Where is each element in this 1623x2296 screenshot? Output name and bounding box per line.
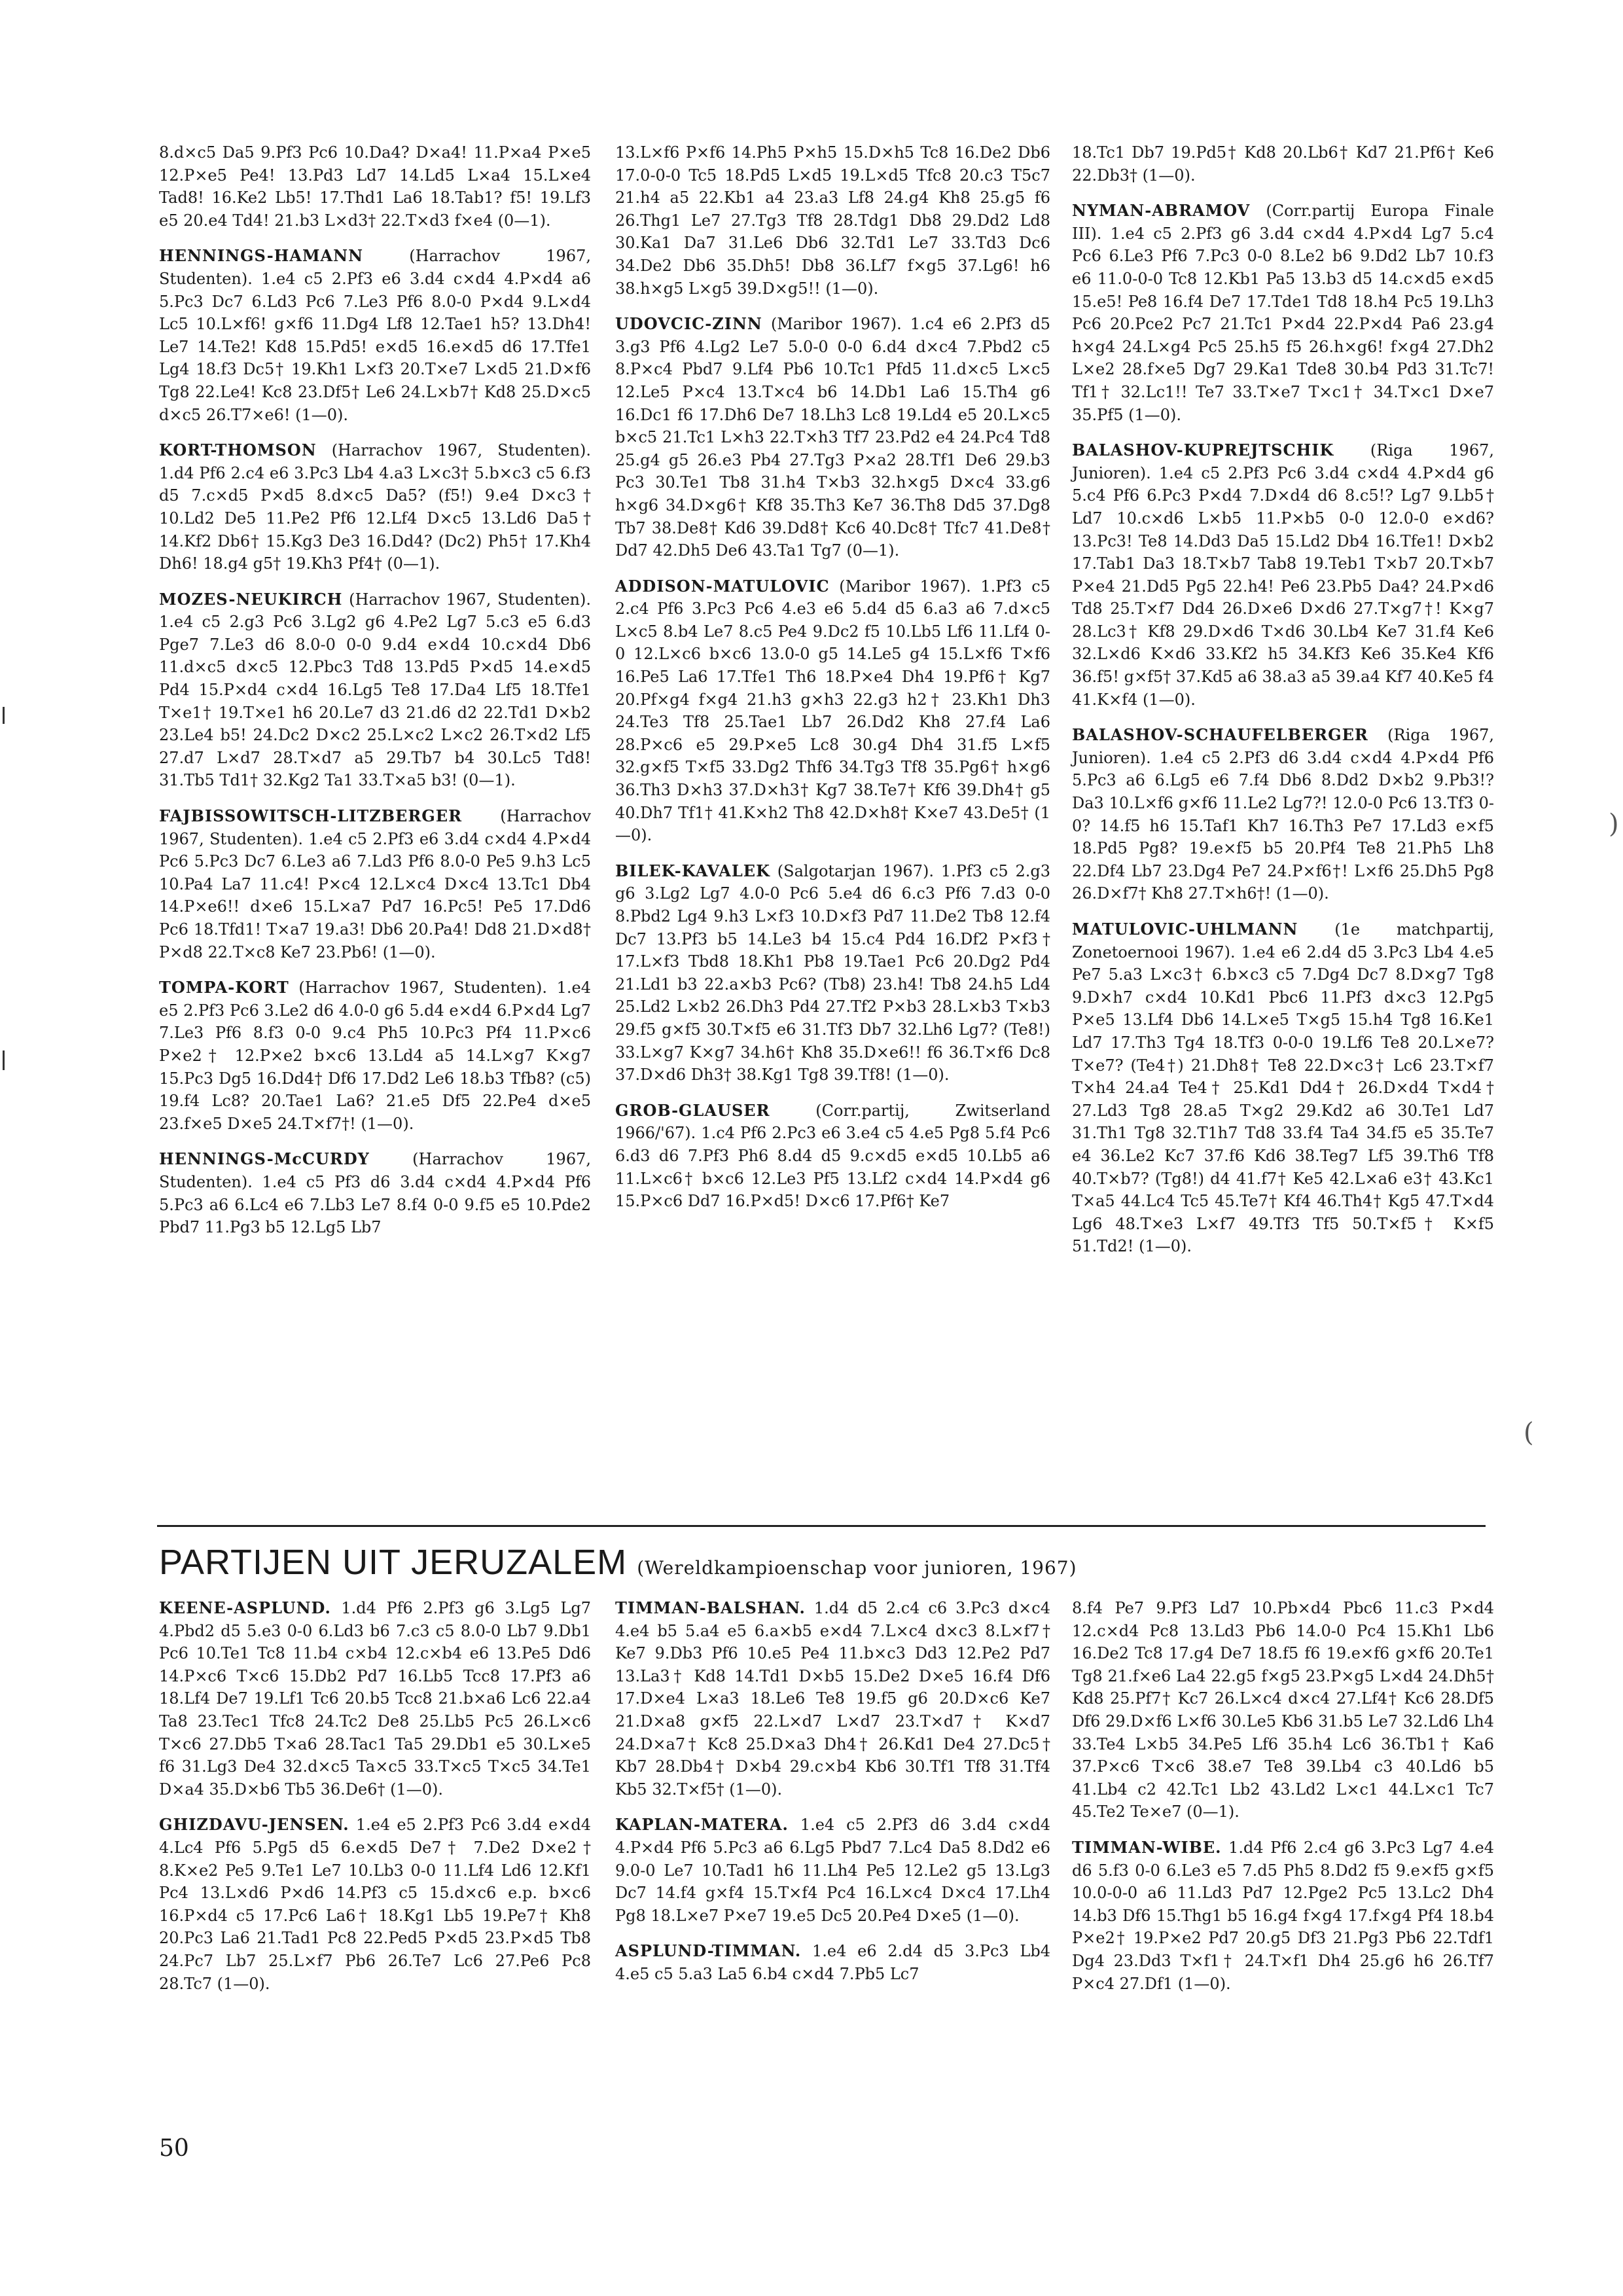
page-number: 50 — [159, 2135, 189, 2162]
top-column-2 — [615, 141, 1050, 1226]
game-paragraph — [615, 860, 1050, 1086]
game-players: BALASHOV-SCHAUFELBERGER — [1072, 725, 1368, 745]
game-players: KEENE-ASPLUND. — [159, 1598, 331, 1617]
game-players: BALASHOV-KUPREJTSCHIK — [1072, 440, 1334, 460]
game-players: MATULOVIC-UHLMANN — [1072, 920, 1298, 939]
game-paragraph — [1072, 200, 1494, 426]
game-record — [159, 439, 591, 575]
game-record — [159, 1597, 591, 1801]
game-record — [615, 1597, 1050, 1801]
game-moves: (Corr.partij Europa Finale III). 1.e4 c5 2.Pf3 g6 3.d4 c×d4 4.P×d4 Lg7 5.c4 Pc6 6.Le3 Pf6 7.Pc3 0-0 8.Le2 b6 9.Dd2 Lb7 10.f3 e6 11.0-0-0 Tc8 12.Kb1 Pa5 13.b3 d5 14.c×d5 e×d5 15.e5! Pe8 16.f4 De7 17.Tde1 Td8 18.h4 Pc5 19.Lh3 Pc6 20.Pce2 Pc7 21.Tc1 P×d4 22.P×d4 Pa6 23.g4 h×g4 24.L×g4 Pc5 25.h5 f5 26.h×g6! f×g4 27.Dh2 L×e2 28.f×e5 Dg7 29.Ka1 Tde8 30.b4 Pd3 31.Tc7! Tf1† 32.Lc1!! Te7 33.T×e7 T×c1† 34.T×c1 D×e7 35.Pf5 (1—0). — [1072, 202, 1494, 424]
game-moves: (Riga 1967, Junioren). 1.e4 c5 2.Pf3 d6 3.d4 c×d4 4.P×d4 Pf6 5.Pc3 a6 6.Lg5 e6 7.f4 Db6 8.Dd2 D×b2 9.Pb3!? Da3 10.L×f6 g×f6 11.Le2 Lg7?! 12.0-0 Pc6 13.Tf3 0-0? 14.f5 h6 15.Taf1 Kh7 16.Th3 Pe7 17.Ld3 e×f5 18.Pd5 Pg8? 19.e×f5 b5 20.Pf4 Te8 21.Ph5 Lh8 22.Df4 Lb7 23.Dg4 Pe7 24.P×f6†! L×f6 25.Dh5 Pg8 26.D×f7† Kh8 27.T×h6†! (1—0). — [1072, 726, 1494, 903]
game-paragraph — [159, 1597, 591, 1801]
game-paragraph — [159, 439, 591, 575]
game-record — [159, 1148, 591, 1238]
game-moves: 1.e4 c5 2.Pf3 d6 3.d4 c×d4 4.P×d4 Pf6 5.Pc3 a6 6.Lg5 Pbd7 7.Lc4 Da5 8.Dd2 e6 9.0-0 Le7 10.Tad1 h6 11.Lh4 Pe5 12.Le2 g5 13.Lg3 Dc7 14.f4 g×f4 15.T×f4 Pc4 16.L×c4 D×c4 17.Lh4 Pg8 18.L×e7 P×e7 19.e5 Dc5 20.Pe4 D×e5 (1—0). — [615, 1816, 1050, 1925]
top-column-1 — [159, 141, 591, 1252]
game-paragraph — [615, 141, 1050, 300]
game-paragraph — [1072, 141, 1494, 187]
game-players: TOMPA-KORT — [159, 978, 289, 997]
game-record — [1072, 200, 1494, 426]
game-moves: (Harrachov 1967, Studenten). 1.d4 Pf6 2.c4 e6 3.Pc3 Lb4 4.a3 L×c3† 5.b×c3 c5 6.f3 d5 7.c×d5 P×d5 8.d×c5 Da5? (f5!) 9.e4 D×c3† 10.Ld2 De5 11.Pe2 Pf6 12.Lf4 D×c5 13.Ld6 Da5† 14.Kf2 Db6† 15.Kg3 De3 16.Dd4? (Dc2) Ph5† 17.Kh4 Dh6! 18.g4 g5† 19.Kh3 Pf4† (0—1). — [159, 441, 591, 573]
game-moves: 1.d4 d5 2.c4 c6 3.Pc3 d×c4 4.e4 b5 5.a4 e5 6.a×b5 e×d4 7.L×c4 d×c3 8.L×f7† Ke7 9.Db3 Pf6 10.e5 Pe4 11.b×c3 Dd3 12.Pe2 Pd7 13.La3† Kd8 14.Td1 D×b5 15.De2 D×e5 16.f4 Df6 17.D×e4 L×a3 18.Le6 Te8 19.f5 g6 20.D×c6 Ke7 21.D×a8 g×f5 22.L×d7 L×d7 23.T×d7† K×d7 24.D×a7† Kc8 25.D×a3 Dh4† 26.Kd1 De4 27.Dc5† Kb7 28.Db4† D×b4 29.c×b4 Kb6 30.Tf1 Tf8 31.Tf4 Kb5 32.T×f5† (1—0). — [615, 1599, 1050, 1799]
game-moves: 1.e4 e5 2.Pf3 Pc6 3.d4 e×d4 4.Lc4 Pf6 5.Pg5 d5 6.e×d5 De7† 7.De2 D×e2† 8.K×e2 Pe5 9.Te1 Le7 10.Lb3 0-0 11.Lf4 Ld6 12.Kf1 Pc4 13.L×d6 P×d6 14.Pf3 c5 15.d×c6 e.p. b×c6 16.P×d4 c5 17.Pc6 La6† 18.Kg1 Lb5 19.Pe7† Kh8 20.Pc3 La6 21.Tad1 Pc8 22.Ped5 P×d5 23.P×d5 Tb8 24.Pc7 Lb7 25.L×f7 Pb6 26.Te7 Lc6 27.Pe6 Pc8 28.Tc7 (1—0). — [159, 1816, 591, 1993]
game-moves: 1.d4 Pf6 2.c4 g6 3.Pc3 Lg7 4.e4 d6 5.f3 0-0 6.Le3 e5 7.d5 Ph5 8.Dd2 f5 9.e×f5 g×f5 10.0-0-0 a6 11.Ld3 Pd7 12.Pge2 Pc5 13.Lc2 Dh4 14.b3 Df6 15.Thg1 b5 16.g4 f×g4 17.f×g4 Pf4 18.b4 P×e2† 19.P×e2 Pd7 20.g5 Df3 21.Pg3 Pb6 22.Tdf1 Dg4 23.Dd3 T×f1† 24.T×f1 Dh4 25.g6 h6 26.Tf7 P×c4 27.Df1 (1—0). — [1072, 1838, 1494, 1993]
game-record — [1072, 439, 1494, 711]
game-paragraph — [615, 313, 1050, 562]
game-players: MOZES-NEUKIRCH — [159, 589, 343, 609]
game-players: HENNINGS-HAMANN — [159, 246, 364, 266]
game-players: BILEK-KAVALEK — [615, 861, 770, 880]
game-record — [615, 1100, 1050, 1213]
game-paragraph — [159, 588, 591, 792]
game-players: ADDISON-MATULOVIC — [615, 576, 830, 596]
game-paragraph — [159, 977, 591, 1135]
game-record — [615, 1940, 1050, 1985]
game-paragraph — [159, 141, 591, 232]
game-moves: 18.Tc1 Db7 19.Pd5† Kd8 20.Lb6† Kd7 21.Pf6† Ke6 22.Db3† (1—0). — [1072, 143, 1494, 185]
game-moves: (Salgotarjan 1967). 1.Pf3 c5 2.g3 g6 3.Lg2 Lg7 4.0-0 Pc6 5.e4 d6 6.c3 Pf6 7.d3 0-0 8.Pbd2 Lg4 9.h3 L×f3 10.D×f3 Pd7 11.De2 Tb8 12.f4 Dc7 13.Pf3 b5 14.Le3 b4 15.c4 Pd4 16.Df2 P×f3† 17.L×f3 Tbd8 18.Kh1 Pb8 19.Tae1 Pc6 20.Dg2 Pd4 21.Ld1 b3 22.a×b3 Pc6? (Tb8) 23.h4! Tb8 24.h5 Ld4 25.Ld2 L×b2 26.Dh3 Pd4 27.Tf2 P×b3 28.L×b3 T×b3 29.f5 g×f5 30.T×f5 e6 31.Tf3 Db7 32.Lh6 Lg7? (Te8!) 33.L×g7 K×g7 34.h6† Kh8 35.D×e6!! f6 36.T×f6 Dc8 37.D×d6 Dh3† 38.Kg1 Tg8 39.Tf8! (1—0). — [615, 861, 1050, 1085]
game-record — [159, 141, 591, 232]
top-column-3 — [1072, 141, 1494, 1271]
game-record — [1072, 1837, 1494, 1995]
game-record — [1072, 918, 1494, 1258]
game-players: HENNINGS-McCURDY — [159, 1149, 370, 1169]
game-moves: (Harrachov 1967, Studenten). 1.e4 c5 2.g3 Pc6 3.Lg2 g6 4.Pe2 Lg7 5.c3 e5 6.d3 Pge7 7.Le3 d6 8.0-0 0-0 9.d4 e×d4 10.c×d4 Db6 11.d×c5 d×c5 12.Pbc3 Td8 13.Pd5 P×d5 14.e×d5 Pd4 15.P×d4 c×d4 16.Lg5 Te8 17.Da4 Lf5 18.Tfe1 T×e1† 19.T×e1 h6 20.Le7 d3 21.d6 d2 22.Td1 D×b2 23.Le4 b5! 24.Dc2 D×c2 25.L×c2 L×c2 26.T×d2 Lf5 27.d7 L×d7 28.T×d7 a5 29.Tb7 b4 30.Lc5 Td8! 31.Tb5 Td1† 32.Kg2 Ta1 33.T×a5 b3! (0—1). — [159, 590, 591, 790]
game-paragraph — [159, 1814, 591, 1995]
game-paragraph — [1072, 724, 1494, 905]
game-moves: (Maribor 1967). 1.c4 e6 2.Pf3 d5 3.g3 Pf6 4.Lg2 Le7 5.0-0 0-0 6.d4 d×c4 7.Pbd2 c5 8.P×c4 Pbd7 9.Lf4 Pb6 10.Tc1 Pfd5 11.d×c5 L×c5 12.Le5 P×c4 13.T×c4 b6 14.Db1 La6 15.Th4 g6 16.Dc1 f6 17.Dh6 De7 18.Lh3 Lc8 19.Ld4 e5 20.L×c5 b×c5 21.Tc1 L×h3 22.T×h3 Tf7 23.Pd2 e4 24.Pc4 Td8 25.g4 g5 26.e3 Pb4 27.Tg3 P×a2 28.Tf1 De6 29.b3 Pc3 30.Te1 Tb8 31.h4 T×b3 32.h×g5 D×c4 33.g6 h×g6 34.D×g6† Kf8 35.Th3 Ke7 36.Th8 Dd5 37.Dg8 Tb7 38.De8† Kd6 39.Dd8† Kc6 40.Dc8† Tfc7 41.De8† Dd7 42.Dh5 De6 43.Ta1 Tg7 (0—1). — [615, 315, 1050, 560]
game-moves: (Harrachov 1967, Studenten). 1.e4 c5 2.Pf3 e6 3.d4 c×d4 4.P×d4 Pc6 5.Pc3 Dc7 6.Le3 a6 7.Ld3 Pf6 8.0-0 Pe5 9.h3 Lc5 10.Pa4 La7 11.c4! P×c4 12.L×c4 D×c4 13.Tc1 Db4 14.P×e6!! d×e6 15.L×a7 Pd7 16.Pc5! Pe5 17.Dd6 Pc6 18.Tfd1! T×a7 19.a3! Db6 20.Pa4! Dd8 21.D×d8† P×d8 22.T×c8 Ke7 23.Pb6! (1—0). — [159, 807, 591, 961]
game-players: KORT-THOMSON — [159, 440, 317, 460]
section-subtitle: (Wereldkampioenschap voor junioren, 1967) — [637, 1557, 1077, 1579]
bottom-column-3 — [1072, 1597, 1494, 2008]
game-moves: (Harrachov 1967, Studenten). 1.e4 c5 Pf3 d6 3.d4 c×d4 4.P×d4 Pf6 5.Pc3 a6 6.Lc4 e6 7.Lb3 Le7 8.f4 0-0 9.f5 e5 10.Pde2 Pbd7 11.Pg3 b5 12.Lg5 Lb7 — [159, 1150, 591, 1237]
game-record — [615, 860, 1050, 1086]
game-players: ASPLUND-TIMMAN. — [615, 1941, 802, 1961]
game-paragraph — [159, 1148, 591, 1238]
game-moves: 13.L×f6 P×f6 14.Ph5 P×h5 15.D×h5 Tc8 16.De2 Db6 17.0-0-0 Tc5 18.Pd5 L×d5 19.L×d5 Tfc8 20.c3 T5c7 21.h4 a5 22.Kb1 a4 23.a3 Lf8 24.g4 Kh8 25.g5 f6 26.Thg1 Le7 27.Tg3 Tf8 28.Tdg1 Db8 29.Dd2 Ld8 30.Ka1 Da7 31.Le6 Db6 32.Td1 Le7 33.Td3 Dc6 34.De2 Db6 35.Dh5! Db8 36.Lf7 f×g5 37.Lg6! h6 38.h×g5 L×g5 39.D×g5!! (1—0). — [615, 143, 1050, 298]
game-record — [1072, 1597, 1494, 1823]
game-paragraph — [615, 1100, 1050, 1213]
section-heading — [159, 1542, 1077, 1583]
game-record — [615, 1814, 1050, 1927]
section-title: PARTIJEN UIT JERUZALEM — [159, 1543, 628, 1582]
game-paragraph — [159, 245, 591, 426]
game-record — [615, 575, 1050, 847]
game-players: TIMMAN-BALSHAN. — [615, 1598, 806, 1617]
game-moves: (Riga 1967, Junioren). 1.e4 c5 2.Pf3 Pc6 3.d4 c×d4 4.P×d4 g6 5.c4 Pf6 6.Pc3 P×d4 7.D×d4 d6 8.c5!? Lg7 9.Lb5† Ld7 10.c×d6 L×b5 11.P×b5 0-0 12.0-0 e×d6? 13.Pc3! Te8 14.Dd3 Da5 15.Ld2 Db4 16.Tfe1! D×b2 17.Tab1 Da3 18.T×b7 Tab8 19.Teb1 T×b7 20.T×b7 P×e4 21.Dd5 Pg5 22.h4! Pe6 23.Pb5 Da4? 24.P×d6 Td8 25.T×f7 Dd4 26.D×e6 D×d6 27.T×g7†! K×g7 28.Lc3† Kf8 29.D×d6 T×d6 30.Lb4 Ke7 31.f4 Ke6 32.L×d6 K×d6 33.Kf2 h5 34.Kf3 Ke6 35.Ke4 Kf6 36.f5! g×f5† 37.Kd5 a6 38.a3 a5 39.a4 Kf7 40.Ke5 f4 41.K×f4 (1—0). — [1072, 441, 1494, 709]
game-moves: 8.f4 Pe7 9.Pf3 Ld7 10.Pb×d4 Pbc6 11.c3 P×d4 12.c×d4 Pc8 13.Ld3 Pb6 14.0-0 Pc4 15.Kh1 Lb6 16.De2 Tc8 17.g4 De7 18.f5 f6 19.e×f6 g×f6 20.Te1 Tg8 21.f×e6 La4 22.g5 f×g5 23.P×g5 L×d4 24.Dh5† Kd8 25.Pf7† Kc7 26.L×c4 d×c4 27.Lf4† Kc6 28.Df5 Df6 29.D×f6 L×f6 30.Le5 Kb6 31.b5 Le7 32.Ld6 Lh4 33.Te4 L×b5 34.Pe5 Lf6 35.h4 Lc6 36.Tb1† Ka6 37.P×c6 T×c6 38.e7 Te8 39.Lb4 c3 40.Ld6 b5 41.Lb4 c2 42.Tc1 Lb2 43.Ld2 L×c1 44.L×c1 Tc7 45.Te2 Te×e7 (0—1). — [1072, 1599, 1494, 1821]
bottom-column-2 — [615, 1597, 1050, 1999]
game-paragraph — [1072, 439, 1494, 711]
game-moves: 1.d4 Pf6 2.Pf3 g6 3.Lg5 Lg7 4.Pbd2 d5 5.e3 0-0 6.Ld3 b6 7.c3 c5 8.0-0 Lb7 9.Db1 Pc6 10.Te1 Tc8 11.b4 c×b4 12.c×b4 e6 13.Pe5 Dd6 14.P×c6 T×c6 15.Db2 Pd7 16.Lb5 Tcc8 17.Pf3 a6 18.Lf4 De7 19.Lf1 Tc6 20.b5 Tcc8 21.b×a6 Lc6 22.a4 Ta8 23.Tec1 Tfc8 24.Tc2 De8 25.Lb5 Pc5 26.L×c6 T×c6 27.Db5 T×a6 28.Tac1 Ta5 29.Db1 e5 30.L×e5 f6 31.Lg3 De4 32.d×c5 Ta×c5 33.T×c5 T×c5 34.Te1 D×a4 35.D×b6 Tb5 36.De6† (1—0). — [159, 1599, 591, 1799]
game-paragraph — [1072, 918, 1494, 1258]
game-record — [1072, 724, 1494, 905]
game-moves: (Corr.partij, Zwitserland 1966/'67). 1.c4 Pf6 2.Pc3 e6 3.e4 c5 4.e5 Pg8 5.f4 Pc6 6.d3 d6 7.Pf3 Ph6 8.d4 d5 9.c×d5 e×d5 10.Lb5 a6 11.L×c6† b×c6 12.Le3 Pf5 13.Lf2 c×d4 14.P×d4 g6 15.P×c6 Dd7 16.P×d5! D×c6 17.Pf6† Ke7 — [615, 1101, 1050, 1211]
game-record — [1072, 141, 1494, 187]
game-record — [159, 805, 591, 963]
game-record — [159, 1814, 591, 1995]
game-record — [615, 141, 1050, 300]
margin-mark-left-2 — [3, 1050, 5, 1070]
game-moves: 8.d×c5 Da5 9.Pf3 Pc6 10.Da4? D×a4! 11.P×a4 P×e5 12.P×e5 Pe4! 13.Pd3 Ld7 14.Ld5 L×a4 15.L×e4 Tad8! 16.Ke2 Lb5! 17.Thd1 La6 18.Tab1? f5! 19.Lf3 e5 20.e4 Td4! 21.b3 L×d3† 22.T×d3 f×e4 (0—1). — [159, 143, 591, 230]
game-paragraph — [1072, 1837, 1494, 1995]
game-players: GROB-GLAUSER — [615, 1100, 770, 1120]
game-paragraph — [615, 575, 1050, 847]
game-moves: (Harrachov 1967, Studenten). 1.e4 c5 2.Pf3 e6 3.d4 c×d4 4.P×d4 a6 5.Pc3 Dc7 6.Ld3 Pc6 7.Le3 Pf6 8.0-0 P×d4 9.L×d4 Lc5 10.L×f6! g×f6 11.Dg4 Lf8 12.Tae1 h5? 13.Dh4! Le7 14.Te2! Kd8 15.Pd5! e×d5 16.e×d5 d6 17.Tfe1 Lg4 18.f3 Dc5† 19.Kh1 L×f3 20.T×e7 L×d5 21.D×f6 Tg8 22.Le4! Kc8 23.Df5† Le6 24.L×b7† Kd8 25.D×c5 d×c5 26.T7×e6! (1—0). — [159, 247, 591, 424]
game-players: GHIZDAVU-JENSEN. — [159, 1815, 349, 1835]
game-moves: (Maribor 1967). 1.Pf3 c5 2.c4 Pf6 3.Pc3 Pc6 4.e3 e6 5.d4 d5 6.a3 a6 7.d×c5 L×c5 8.b4 Le7 8.c5 Pe4 9.Dc2 f5 10.Lb5 Lf6 11.Lf4 0-0 12.L×c6 b×c6 13.0-0 g5 14.Le5 g4 15.L×f6 T×f6 16.Pe5 La6 17.Tfe1 Th6 18.P×e4 Dh4 19.Pf6† Kg7 20.Pf×g4 f×g4 21.h3 g×h3 22.g3 h2† 23.Kh1 Dh3 24.Te3 Tf8 25.Tae1 Lb7 26.Dd2 Kh8 27.f4 La6 28.P×c6 e5 29.P×e5 Lc8 30.g4 Dh4 31.f5 L×f5 32.g×f5 T×f5 33.Dg2 Thf6 34.Tg3 Tf8 35.Pg6† h×g6 36.Th3 D×h3 37.D×h3† Kg7 38.Te7† Kf6 39.Dh4† g5 40.Dh7 Tf1† 41.K×h2 Th8 42.D×h8† K×e7 43.De5† (1—0). — [615, 577, 1050, 845]
game-record — [615, 313, 1050, 562]
game-moves: 1.e4 e6 2.d4 d5 3.Pc3 Lb4 4.e5 c5 5.a3 La5 6.b4 c×d4 7.Pb5 Lc7 — [615, 1942, 1050, 1983]
game-paragraph — [1072, 1597, 1494, 1823]
section-divider — [157, 1525, 1486, 1527]
margin-mark-right: ) — [1609, 809, 1619, 839]
game-players: TIMMAN-WIBE. — [1072, 1837, 1222, 1857]
margin-mark-right-2: ( — [1524, 1418, 1534, 1448]
game-paragraph — [159, 805, 591, 963]
game-record — [159, 977, 591, 1135]
game-players: KAPLAN-MATERA. — [615, 1815, 789, 1835]
game-players: FAJBISSOWITSCH-LITZBERGER — [159, 806, 463, 826]
game-players: NYMAN-ABRAMOV — [1072, 201, 1251, 221]
margin-mark-left — [3, 707, 5, 724]
game-paragraph — [615, 1940, 1050, 1985]
bottom-column-1 — [159, 1597, 591, 2008]
game-moves: (1e matchpartij, Zonetoernooi 1967). 1.e4 e6 2.d4 d5 3.Pc3 Lb4 4.e5 Pe7 5.a3 L×c3† 6.b×c3 c5 7.Dg4 Dc7 8.D×g7 Tg8 9.D×h7 c×d4 10.Kd1 Pbc6 11.Pf3 d×c3 12.Pg5 P×e5 13.Lf4 Db6 14.L×e5 T×g5 15.h4 Tg8 16.Ke1 Ld7 17.Th3 Tg4 18.Tf3 0-0-0 19.Lf6 Te8 20.L×e7? T×e7? (Te4†) 21.Dh8† Te8 22.D×c3† Lc6 23.T×f7 T×h4 24.a4 Te4† 25.Kd1 Dd4† 26.D×d4 T×d4† 27.Ld3 Tg8 28.a5 T×g2 29.Kd2 a6 30.Te1 Ld7 31.Th1 Tg8 32.T1h7 Td8 33.f4 Ta4 34.f5 e5 35.Te7 e4 36.Le2 Kc7 37.f6 Kd6 38.Teg7 Lf5 39.Th6 Tf8 40.T×b7? (Tg8!) d4 41.f7† Ke5 42.L×a6 e3† 43.Kc1 T×a5 44.Lc4 Tc5 45.Te7† Kf4 46.Th4† Kg5 47.T×d4 Lg6 48.T×e3 L×f7 49.Tf3 Tf5 50.T×f5† K×f5 51.Td2! (1—0). — [1072, 920, 1494, 1256]
game-moves: (Harrachov 1967, Studenten). 1.e4 e5 2.Pf3 Pc6 3.Le2 d6 4.0-0 g6 5.d4 e×d4 6.P×d4 Lg7 7.Le3 Pf6 8.f3 0-0 9.c4 Ph5 10.Pc3 Pf4 11.P×c6 P×e2† 12.P×e2 b×c6 13.Ld4 a5 14.L×g7 K×g7 15.Pc3 Dg5 16.Dd4† Df6 17.Dd2 Le6 18.b3 Tfb8? (c5) 19.f4 Lc8? 20.Tae1 La6? 21.e5 Df5 22.Pe4 d×e5 23.f×e5 D×e5 24.T×f7†! (1—0). — [159, 978, 591, 1133]
game-players: UDOVCIC-ZINN — [615, 314, 762, 334]
game-paragraph — [615, 1814, 1050, 1927]
game-record — [159, 245, 591, 426]
game-paragraph — [615, 1597, 1050, 1801]
game-record — [159, 588, 591, 792]
